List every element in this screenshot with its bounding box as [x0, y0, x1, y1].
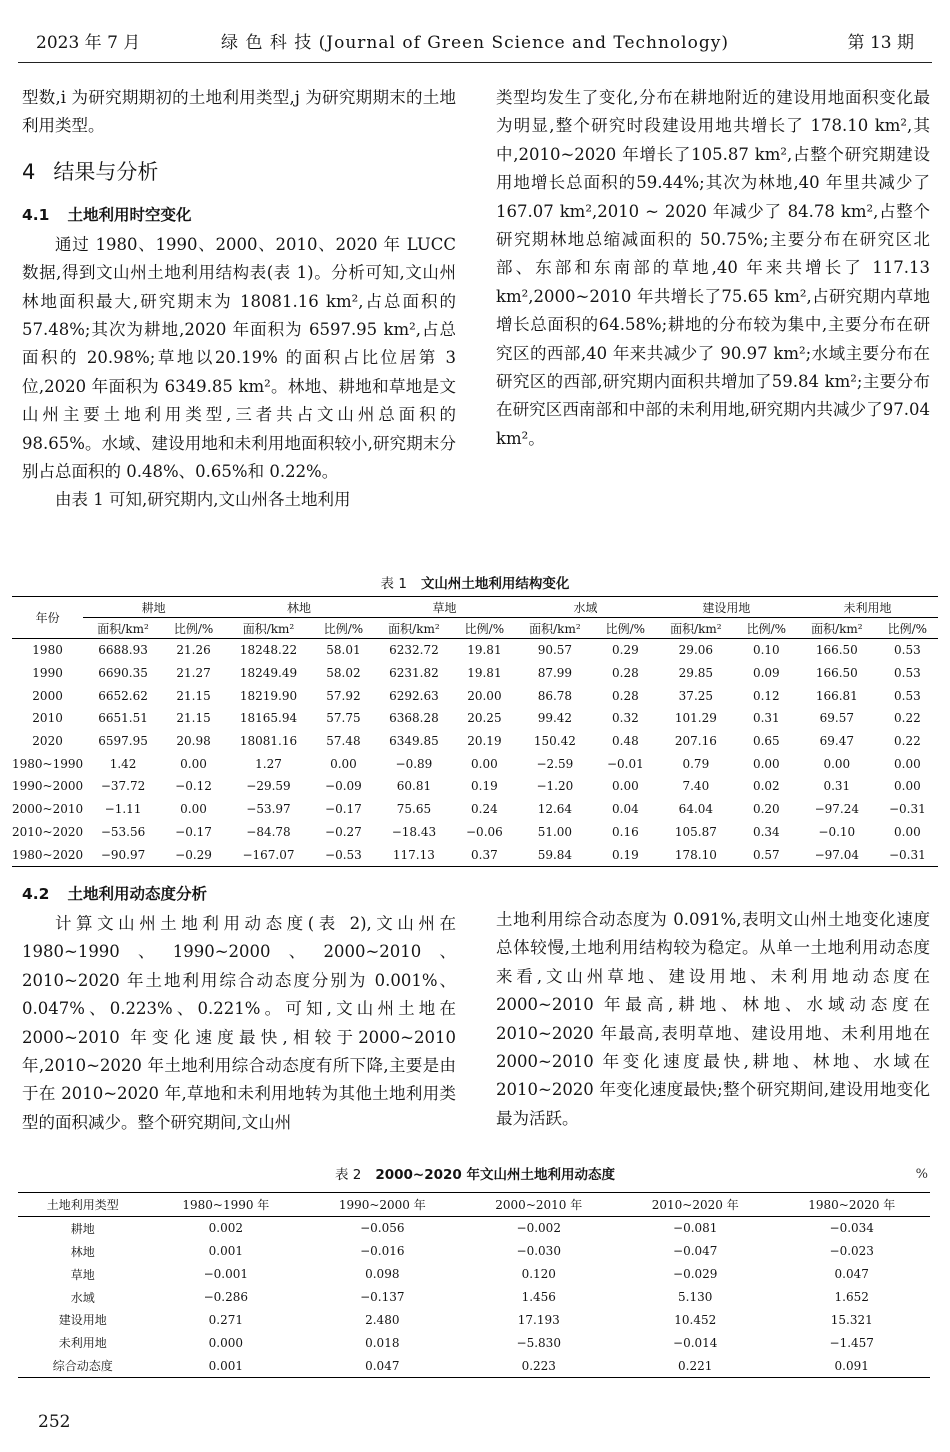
- table-cell: 0.091: [773, 1354, 930, 1377]
- table-cell: −29.59: [246, 779, 291, 794]
- year-header: 年份: [12, 597, 83, 639]
- table-cell: 6292.63: [389, 688, 439, 703]
- table-cell: 6231.82: [389, 666, 439, 681]
- table-cell: 18219.90: [239, 688, 298, 703]
- table-cell: −1.457: [829, 1335, 874, 1350]
- table-cell: 58.01: [326, 643, 361, 658]
- table-cell: 1.652: [834, 1290, 869, 1304]
- table-cell: 0.047: [834, 1267, 869, 1282]
- table-cell: 1.456: [521, 1290, 556, 1304]
- table-cell: 20.98: [176, 734, 211, 749]
- table-cell: 18248.22: [239, 643, 298, 658]
- table-cell: 0.223: [461, 1354, 617, 1377]
- table-cell: 1.27: [255, 756, 282, 771]
- table-cell: 7.40: [682, 779, 710, 794]
- table-cell: 0.098: [365, 1267, 400, 1282]
- table-cell: −0.286: [203, 1290, 249, 1304]
- table-cell: −0.89: [395, 756, 433, 771]
- table-cell: −18.43: [391, 824, 437, 839]
- table-cell: 0.32: [612, 711, 639, 726]
- table-cell: −0.002: [516, 1221, 561, 1236]
- table-row: [12, 798, 938, 821]
- table-row: [18, 1216, 930, 1239]
- caption-number: 表 1: [380, 576, 407, 592]
- table-cell: 6597.95: [98, 734, 148, 749]
- table1-caption: [0, 572, 950, 592]
- group-header: 草地: [374, 597, 515, 618]
- header-rule: [18, 62, 932, 63]
- row-label: 2000: [32, 688, 63, 703]
- table-cell: −90.97: [83, 843, 163, 866]
- column-header: 1980~1990 年: [148, 1193, 304, 1217]
- table-row: [12, 821, 938, 844]
- table-cell: 0.00: [823, 756, 851, 771]
- group-header: 耕地: [83, 597, 224, 618]
- table-cell: 64.04: [678, 802, 714, 817]
- table-cell: 17.193: [517, 1312, 560, 1327]
- table-cell: 21.26: [176, 643, 211, 658]
- table-cell: −97.24: [814, 802, 860, 817]
- table-cell: 0.31: [752, 711, 780, 726]
- header-issue: 第 13 期: [847, 33, 914, 53]
- area-header: 面积/km²: [797, 618, 877, 639]
- table-cell: 69.47: [819, 734, 854, 749]
- row-label: 草地: [70, 1267, 95, 1282]
- table-cell: 69.57: [819, 711, 854, 726]
- column-header: 1980~2020 年: [773, 1193, 930, 1217]
- table-cell: 117.13: [374, 843, 454, 866]
- table-cell: 2.480: [365, 1312, 400, 1327]
- group-header: 未利用地: [797, 597, 938, 618]
- table-cell: 178.10: [656, 843, 736, 866]
- table-cell: 51.00: [537, 824, 573, 839]
- table-cell: 0.37: [454, 843, 515, 866]
- table-cell: 0.221: [617, 1354, 773, 1377]
- table-cell: 0.001: [208, 1244, 243, 1259]
- table-cell: −0.31: [888, 802, 926, 817]
- table-cell: 20.00: [467, 688, 502, 703]
- table-cell: 6368.28: [389, 711, 439, 726]
- header-date: 2023 年 7 月: [36, 33, 141, 53]
- row-label: 2000~2010: [12, 802, 84, 817]
- table-cell: −0.047: [673, 1244, 718, 1259]
- table-cell: 0.09: [752, 666, 780, 681]
- table-row: [18, 1354, 930, 1377]
- table-cell: 166.81: [815, 688, 858, 703]
- table-cell: 19.81: [467, 643, 502, 658]
- column-header: 土地利用类型: [18, 1193, 148, 1217]
- table-cell: 0.28: [612, 688, 639, 703]
- header-journal: 绿 色 科 技 (Journal of Green Science and Technology): [221, 33, 729, 53]
- row-label: 耕地: [70, 1221, 95, 1236]
- row-label: 水域: [70, 1290, 95, 1305]
- table-cell: −37.72: [100, 779, 146, 794]
- table-cell: −0.10: [818, 824, 856, 839]
- table-cell: 0.047: [304, 1354, 460, 1377]
- table-cell: −0.001: [203, 1267, 249, 1282]
- column-header: 1990~2000 年: [304, 1193, 460, 1217]
- row-label: 2010: [32, 711, 63, 726]
- table-cell: 0.24: [471, 802, 498, 817]
- table-cell: 6651.51: [98, 711, 148, 726]
- table-cell: 58.02: [326, 666, 361, 681]
- table-cell: 0.16: [612, 824, 639, 839]
- ratio-header: 比例/%: [736, 618, 797, 639]
- section-title: 结果与分析: [53, 159, 159, 184]
- table-cell: −53.56: [100, 824, 146, 839]
- table-cell: 0.002: [208, 1221, 243, 1236]
- table-cell: −1.20: [536, 779, 574, 794]
- table-cell: 60.81: [396, 779, 432, 794]
- table-cell: 19.81: [467, 666, 502, 681]
- group-header: 建设用地: [656, 597, 797, 618]
- table-cell: 166.50: [815, 643, 858, 658]
- table-cell: −0.17: [325, 802, 362, 817]
- table-cell: −84.78: [246, 824, 291, 839]
- table-cell: 0.19: [471, 779, 498, 794]
- row-label: 1980~1990: [12, 756, 84, 771]
- section-number: 4: [22, 159, 36, 184]
- table-cell: 0.20: [752, 802, 780, 817]
- table-row: [18, 1263, 930, 1286]
- table-cell: 0.00: [752, 756, 780, 771]
- table-cell: 0.34: [752, 824, 780, 839]
- table-cell: 57.48: [326, 734, 361, 749]
- table-cell: 12.64: [537, 802, 573, 817]
- page-number: 252: [38, 1412, 71, 1432]
- table-cell: 0.53: [894, 688, 921, 703]
- ratio-header: 比例/%: [163, 618, 224, 639]
- table-cell: −0.29: [163, 843, 224, 866]
- paragraph: 通过 1980、1990、2000、2010、2020 年 LUCC 数据,得到文山州土地利用结构表(表 1)。分析可知,文山州林地面积最大,研究期末为 18081.16 km²,占总面积的 57.48%;其次为耕地,2020 年面积为 6597.95 km²,占总面积的 20.98%;草地以20.19% 的面积占比位居第 3 位,2020 年面积为 6349.85 km²。林地、耕地和草地是文山州主要土地利用类型,三者共占文山州总面积的 98.65%。水域、建设用地和未利用地面积较小,研究期末分别占总面积的 0.48%、0.65%和 0.22%。: [22, 234, 456, 482]
- subsection-number: 4.1: [22, 205, 50, 224]
- table-cell: 6652.62: [98, 688, 148, 703]
- left-column: [22, 84, 456, 515]
- paragraph: 型数,i 为研究期期初的土地利用类型,j 为研究期期末的土地利用类型。: [22, 88, 456, 136]
- table-cell: −0.53: [313, 843, 374, 866]
- table-cell: 75.65: [396, 802, 432, 817]
- table-cell: 90.57: [537, 643, 573, 658]
- table-row: [18, 1286, 930, 1309]
- section-heading: [22, 157, 456, 187]
- table-cell: −0.12: [175, 779, 212, 794]
- table-cell: 21.15: [176, 711, 211, 726]
- row-label: 未利用地: [58, 1336, 107, 1351]
- table-cell: 99.42: [537, 711, 573, 726]
- table-cell: 20.19: [467, 734, 502, 749]
- running-header: [36, 28, 914, 56]
- table-cell: 57.92: [326, 688, 361, 703]
- table-cell: −0.034: [829, 1221, 874, 1236]
- table-cell: 21.15: [176, 688, 211, 703]
- dynamic-degree-table: [18, 1192, 930, 1378]
- table-cell: −1.11: [104, 802, 142, 817]
- row-label: 1990~2000: [12, 779, 84, 794]
- table-cell: 0.00: [180, 802, 207, 817]
- column-header: 2010~2020 年: [617, 1193, 773, 1217]
- table-cell: 18249.49: [239, 666, 298, 681]
- table-cell: 0.12: [752, 688, 780, 703]
- table-cell: 18081.16: [239, 734, 298, 749]
- table-cell: −0.014: [673, 1335, 718, 1350]
- paragraph: 由表 1 可知,研究期内,文山州各土地利用: [55, 490, 351, 510]
- table-cell: 101.29: [674, 711, 717, 726]
- table-cell: −0.09: [325, 779, 362, 794]
- ratio-header: 比例/%: [595, 618, 656, 639]
- table-cell: 0.271: [208, 1312, 243, 1327]
- table-cell: 10.452: [674, 1312, 717, 1327]
- table-cell: 0.00: [894, 756, 921, 771]
- subsection-heading: [22, 201, 456, 229]
- table-cell: −0.137: [360, 1290, 405, 1304]
- table-cell: −0.030: [516, 1244, 561, 1259]
- subsection-number: 4.2: [22, 885, 50, 903]
- table-cell: 87.99: [537, 666, 573, 681]
- column-header: 2000~2010 年: [461, 1193, 617, 1217]
- table-cell: −0.023: [829, 1244, 874, 1259]
- table-row: [12, 639, 938, 662]
- table-cell: 0.120: [521, 1267, 556, 1282]
- table-cell: 0.53: [894, 643, 921, 658]
- table-cell: 5.130: [678, 1290, 713, 1304]
- table-cell: 0.19: [595, 843, 656, 866]
- table-cell: 0.29: [612, 643, 639, 658]
- row-label: 建设用地: [58, 1313, 107, 1328]
- table-cell: −0.029: [673, 1267, 718, 1282]
- table-row: [12, 662, 938, 685]
- row-label: 1980: [32, 643, 63, 658]
- table-cell: 59.84: [515, 843, 595, 866]
- table-row: [18, 1308, 930, 1331]
- left-column-2: [22, 878, 456, 1137]
- ratio-header: 比例/%: [454, 618, 515, 639]
- table2-caption: [0, 1163, 950, 1183]
- table-cell: 0.57: [736, 843, 797, 866]
- table-cell: 0.00: [894, 779, 921, 794]
- table-cell: 0.28: [612, 666, 639, 681]
- table-cell: −0.17: [175, 824, 212, 839]
- table-cell: 6349.85: [389, 734, 439, 749]
- table-cell: −0.31: [877, 843, 938, 866]
- table-cell: 166.50: [815, 666, 858, 681]
- row-label: 1990: [32, 666, 63, 681]
- table-cell: 0.018: [365, 1335, 400, 1350]
- table-cell: 0.48: [612, 734, 639, 749]
- table-cell: −0.06: [466, 824, 503, 839]
- table-cell: −0.056: [360, 1221, 405, 1236]
- table-cell: 0.00: [471, 756, 498, 771]
- table-cell: 0.53: [894, 666, 921, 681]
- table-cell: 0.10: [752, 643, 780, 658]
- subsection-heading: [22, 880, 456, 908]
- table-cell: 6690.35: [98, 666, 148, 681]
- land-use-structure-table: [12, 596, 938, 867]
- table-cell: −0.081: [673, 1221, 718, 1236]
- caption-number: 表 2: [334, 1167, 362, 1183]
- area-header: 面积/km²: [374, 618, 454, 639]
- row-label: 1980~2020: [12, 843, 83, 866]
- table-cell: 37.25: [678, 688, 714, 703]
- table-cell: 57.75: [326, 711, 361, 726]
- table-cell: 18165.94: [239, 711, 298, 726]
- area-header: 面积/km²: [656, 618, 736, 639]
- table-cell: 6688.93: [98, 643, 148, 658]
- table-cell: 29.06: [678, 643, 714, 658]
- table-cell: 0.65: [752, 734, 780, 749]
- table-cell: 6232.72: [389, 643, 439, 658]
- table-cell: 0.00: [180, 756, 207, 771]
- table-row: [12, 684, 938, 707]
- table-cell: 20.25: [467, 711, 502, 726]
- table-cell: −2.59: [536, 756, 574, 771]
- table-cell: 0.000: [208, 1335, 243, 1350]
- table-cell: 0.04: [612, 802, 639, 817]
- table-row: [12, 843, 938, 866]
- table-cell: 0.02: [752, 779, 780, 794]
- row-label: 林地: [70, 1244, 95, 1259]
- table-cell: −5.830: [516, 1335, 561, 1350]
- table-row: [12, 775, 938, 798]
- table-cell: −53.97: [246, 802, 291, 817]
- subsection-title: 土地利用动态度分析: [67, 885, 207, 903]
- table-row: [18, 1240, 930, 1263]
- table-cell: 21.27: [176, 666, 211, 681]
- table-row: [12, 730, 938, 753]
- right-column-2: [496, 906, 930, 1133]
- table-cell: 15.321: [830, 1312, 873, 1327]
- table-cell: 207.16: [674, 734, 717, 749]
- table-cell: −167.07: [224, 843, 313, 866]
- table-cell: 105.87: [674, 824, 717, 839]
- ratio-header: 比例/%: [313, 618, 374, 639]
- table-cell: 86.78: [537, 688, 573, 703]
- table2-unit: %: [915, 1167, 928, 1182]
- table-cell: −0.016: [360, 1244, 405, 1259]
- row-label: 2010~2020: [12, 824, 84, 839]
- table-row: [12, 752, 938, 775]
- caption-text: 2000~2020 年文山州土地利用动态度: [375, 1167, 616, 1183]
- table-cell: 0.00: [330, 756, 357, 771]
- table-cell: 29.85: [678, 666, 714, 681]
- group-header: 林地: [224, 597, 374, 618]
- table-cell: −0.01: [606, 756, 644, 771]
- table-cell: 0.001: [148, 1354, 304, 1377]
- table-row: [18, 1331, 930, 1354]
- table-cell: 0.31: [823, 779, 851, 794]
- table-cell: −97.04: [797, 843, 877, 866]
- ratio-header: 比例/%: [877, 618, 938, 639]
- table-cell: 0.00: [612, 779, 639, 794]
- area-header: 面积/km²: [224, 618, 313, 639]
- area-header: 面积/km²: [515, 618, 595, 639]
- table-cell: 0.79: [682, 756, 710, 771]
- row-label: 2020: [32, 734, 63, 749]
- table-row: [12, 707, 938, 730]
- paragraph: 类型均发生了变化,分布在耕地附近的建设用地面积变化最为明显,整个研究时段建设用地共增长了 178.10 km²,其中,2010~2020 年增长了105.87 km²,占整个研究期建设用地增长总面积的59.44%;其次为林地,40 年里共减少了 167.07 km²,2010 ~ 2020 年减少了 84.78 km²,占整个研究期林地总缩减面积的 50.75%;主要分布在研究区北部、东部和东南部的草地,40 年来共增长了 117.13 km²,2000~2010 年共增长了75.65 km²,占研究期内草地增长总面积的64.58%;耕地的分布较为集中,主要分布在研究区的西部,40 年来共减少了 90.97 km²;水域主要分布在研究区的西部,研究期内面积共增加了59.84 km²;主要分布在研究区西南部和中部的未利用地,研究期内共减少了97.04 km²。: [496, 88, 930, 448]
- paragraph: 土地利用综合动态度为 0.091%,表明文山州土地变化速度总体较慢,土地利用结构较为稳定。从单一土地利用动态度来看,文山州草地、建设用地、未利用地动态度在 2000~2010 年最高,耕地、林地、水域动态度在 2010~2020 年最高,表明草地、建设用地、未利用地在 2000~2010 年变化速度最快,耕地、林地、水域在 2010~2020 年变化速度最快;整个研究期间,建设用地变化最为活跃。: [496, 910, 930, 1128]
- table-cell: 0.22: [894, 734, 921, 749]
- row-label: 综合动态度: [18, 1354, 148, 1377]
- table-cell: 0.22: [894, 711, 921, 726]
- area-header: 面积/km²: [83, 618, 163, 639]
- table-cell: 0.00: [894, 824, 921, 839]
- subsection-title: 土地利用时空变化: [67, 205, 192, 224]
- caption-text: 文山州土地利用结构变化: [420, 576, 570, 592]
- table-cell: 1.42: [109, 756, 137, 771]
- table-cell: −0.27: [325, 824, 362, 839]
- group-header: 水域: [515, 597, 656, 618]
- paragraph: 计算文山州土地利用动态度(表 2),文山州在 1980~1990、1990~2000、2000~2010、2010~2020 年土地利用综合动态度分别为 0.001%、0.047%、0.223%、0.221%。可知,文山州土地在 2000~2010 年变化速度最快,相较于2000~2010 年,2010~2020 年土地利用综合动态度有所下降,主要是由于在 2010~2020 年,草地和未利用地转为其他土地利用类型的面积减少。整个研究期间,文山州: [22, 914, 456, 1132]
- table-cell: 150.42: [533, 734, 576, 749]
- right-column: [496, 84, 930, 453]
